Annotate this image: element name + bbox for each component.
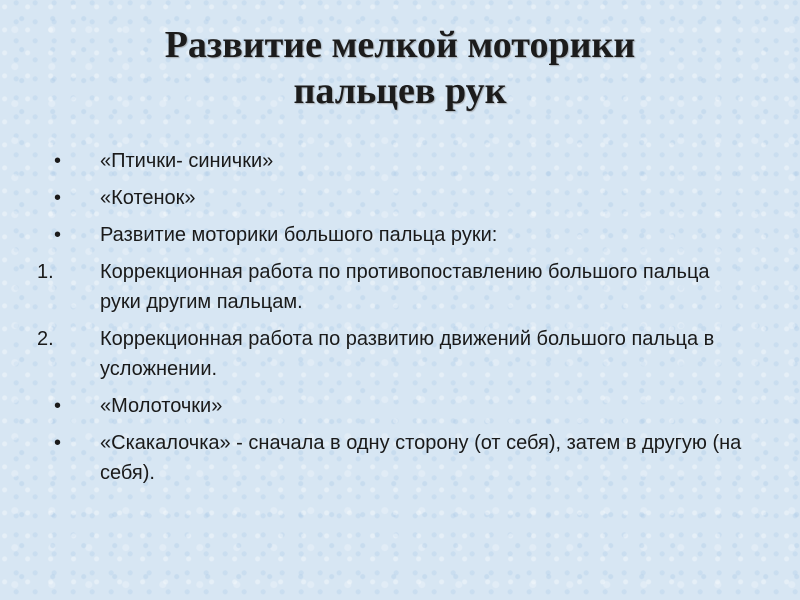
list-item [0, 428, 800, 488]
list-item-text: Развитие моторики большого пальца руки: [100, 224, 498, 246]
bullet-marker: • [54, 224, 62, 246]
bullet-marker: • [54, 432, 62, 454]
list-item-text: «Молоточки» [100, 395, 223, 417]
title-line-1: Развитие мелкой моторики [164, 24, 636, 66]
list-item-text: «Скакалочка» - сначала в одну сторону (от себя), затем в другую (на себя). [100, 432, 742, 484]
list-item [0, 146, 800, 176]
bullet-marker: • [54, 395, 62, 417]
bullet-marker: • [54, 187, 62, 209]
number-marker: 1. [37, 261, 54, 283]
list-item-text: Коррекционная работа по противопоставлению большого пальца руки другим пальцам. [100, 261, 710, 313]
title-line-2: пальцев рук [293, 70, 507, 112]
list-item-text: «Птички- синички» [100, 150, 274, 172]
list-item [0, 391, 800, 421]
slide-title [0, 22, 800, 114]
number-marker: 2. [37, 328, 54, 350]
bullet-list [0, 146, 800, 495]
list-item-text: «Котенок» [100, 187, 196, 209]
list-item [0, 324, 800, 384]
list-item [0, 183, 800, 213]
list-item [0, 220, 800, 250]
bullet-marker: • [54, 150, 62, 172]
list-item [0, 257, 800, 317]
list-item-text: Коррекционная работа по развитию движений большого пальца в усложнении. [100, 328, 715, 380]
